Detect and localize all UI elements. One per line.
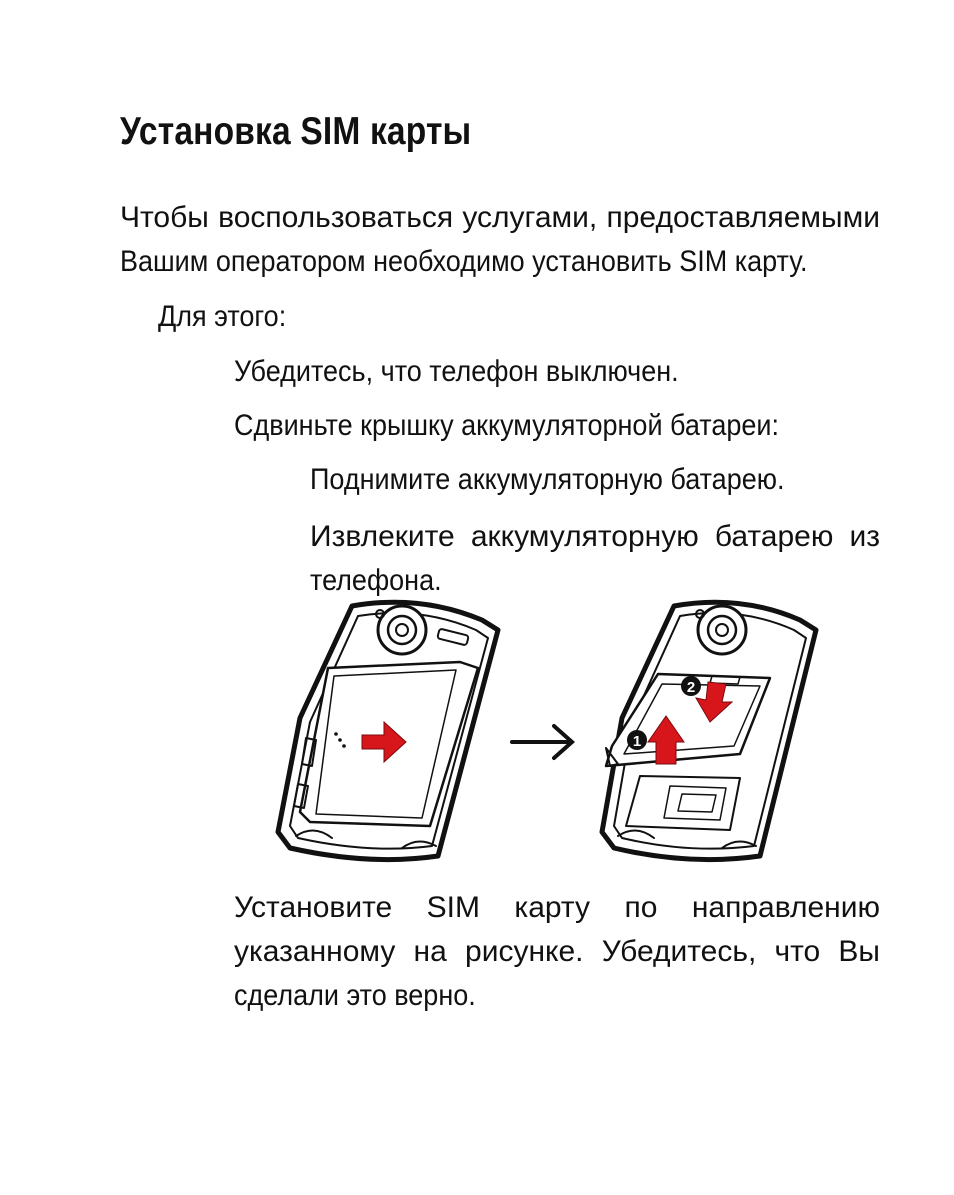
- step-insert-sim-line-3: сделали это верно.: [234, 979, 476, 1012]
- intro-paragraph: [120, 196, 880, 284]
- page-title: Установка SIM карты: [120, 110, 472, 153]
- step-insert-sim-line-1: Установите SIM карту по направлению: [234, 891, 880, 924]
- svg-text:1: 1: [632, 733, 642, 750]
- step-lift-battery: Поднимите аккумуляторную батарею.: [310, 463, 785, 496]
- for-this-label: Для этого:: [158, 300, 287, 333]
- step-remove-battery-line-2: телефона.: [310, 564, 442, 597]
- intro-line-2: Вашим оператором необходимо установить SIM карту.: [120, 245, 808, 278]
- step-slide-cover: Сдвиньте крышку аккумуляторной батареи:: [234, 409, 780, 442]
- svg-text:2: 2: [686, 679, 696, 696]
- step-insert-sim: [234, 886, 880, 1018]
- step-remove-battery-line-1: Извлеките аккумуляторную батарею из: [310, 520, 880, 553]
- next-step-arrow-icon: [512, 726, 572, 758]
- battery-removal-illustration: [270, 598, 826, 878]
- step-remove-battery: [310, 515, 880, 603]
- step-marker-1-icon: [627, 730, 647, 750]
- step-insert-sim-line-2: указанному на рисунке. Убедитесь, что Вы: [234, 935, 880, 968]
- step-marker-2-icon: [681, 676, 701, 696]
- intro-line-1: Чтобы воспользоваться услугами, предоставляемыми: [120, 201, 880, 234]
- step-phone-off: Убедитесь, что телефон выключен.: [234, 355, 679, 388]
